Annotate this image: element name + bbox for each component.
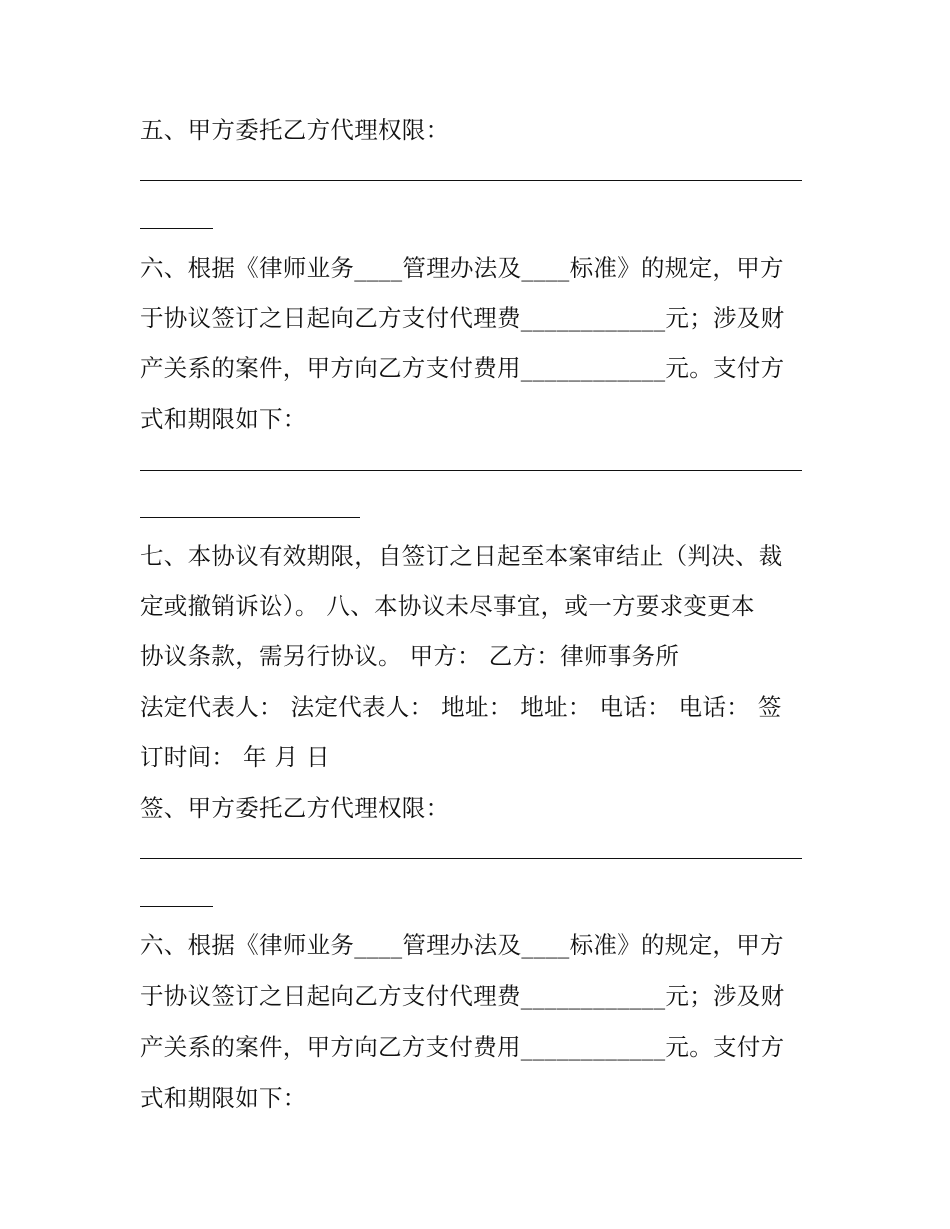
repeat-section-six-line-1: 六、根据《律师业务____管理办法及____标准》的规定，甲方 bbox=[140, 931, 784, 959]
repeat-section-five-heading: 签、甲方委托乙方代理权限： bbox=[140, 794, 450, 822]
section-seven-line-2: 定或撤销诉讼）。 八、本协议未尽事宜，或一方要求变更本 bbox=[140, 592, 755, 620]
section-six-line-3: 产关系的案件，甲方向乙方支付费用____________元。支付方 bbox=[140, 354, 785, 382]
blank-fill-line bbox=[140, 228, 213, 229]
signing-date-line: 订时间： 年 月 日 bbox=[140, 743, 330, 771]
section-five-heading: 五、甲方委托乙方代理权限： bbox=[140, 116, 450, 144]
section-six-line-1: 六、根据《律师业务____管理办法及____标准》的规定，甲方 bbox=[140, 254, 784, 282]
blank-fill-line bbox=[140, 517, 360, 518]
section-six-line-2: 于协议签订之日起向乙方支付代理费____________元；涉及财 bbox=[140, 304, 785, 332]
blank-fill-line bbox=[140, 906, 213, 907]
repeat-section-six-line-3: 产关系的案件，甲方向乙方支付费用____________元。支付方 bbox=[140, 1033, 785, 1061]
section-seven-line-1: 七、本协议有效期限，自签订之日起至本案审结止（判决、裁 bbox=[140, 542, 783, 570]
repeat-section-six-line-2: 于协议签订之日起向乙方支付代理费____________元；涉及财 bbox=[140, 982, 785, 1010]
section-seven-line-3: 协议条款，需另行协议。 甲方： 乙方：律师事务所 bbox=[140, 642, 680, 670]
repeat-section-six-line-4: 式和期限如下： bbox=[140, 1084, 307, 1112]
section-six-line-4: 式和期限如下： bbox=[140, 405, 307, 433]
signature-block-line: 法定代表人： 法定代表人： 地址： 地址： 电话： 电话： 签 bbox=[140, 693, 782, 721]
blank-fill-line bbox=[140, 858, 802, 859]
blank-fill-line bbox=[140, 180, 802, 181]
blank-fill-line bbox=[140, 470, 802, 471]
